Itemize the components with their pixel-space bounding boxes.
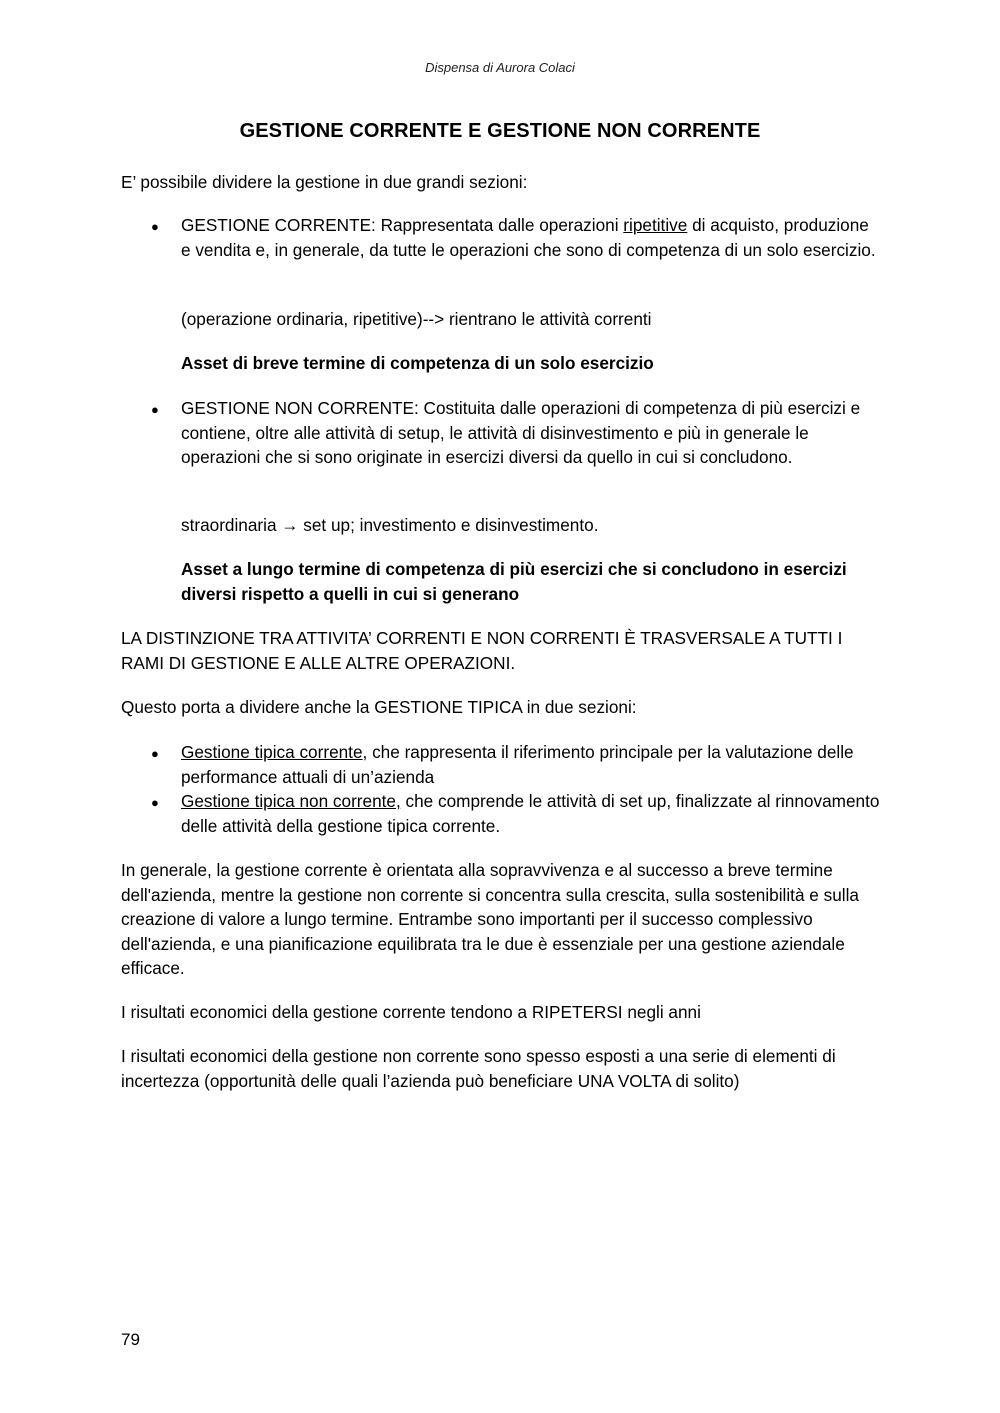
typical-intro: Questo porta a dividere anche la GESTIONE TIPICA in due sezioni: xyxy=(121,697,637,717)
bullet-text: di acquisto, produzione e vendita e, in generale, da tutte le operazioni che sono di competenza di un solo esercizio. xyxy=(181,215,876,260)
general-paragraph: In generale, la gestione corrente è orientata alla sopravvivenza e al successo a breve termine dell'azienda, mentre la gestione non corrente si concentra sulla crescita, sulla sostenibilità e sulla creazione di valore a lungo termine. Entrambe sono importanti per il successo complessivo dell'azienda, e una pianificazione equilibrata tra le due è essenziale per una gestione aziendale efficace. xyxy=(121,860,859,978)
bullet-gestione-corrente xyxy=(181,213,881,262)
distinction-paragraph: LA DISTINZIONE TRA ATTIVITA’ CORRENTI E NON CORRENTI È TRASVERSALE A TUTTI I RAMI DI GESTIONE E ALLE ALTRE OPERAZIONI. xyxy=(121,628,843,673)
result-paragraph-1: I risultati economici della gestione corrente tendono a RIPETERSI negli anni xyxy=(121,1002,701,1022)
note-paragraph: straordinaria → set up; investimento e disinvestimento. xyxy=(181,515,599,535)
bullet-gestione-non-corrente: GESTIONE NON CORRENTE: Costituita dalle operazioni di competenza di più esercizi e contiene, oltre alle attività di setup, le attività di disinvestimento e più in generale le operazioni che si sono originate in esercizi diversi da quello in cui si concludono. xyxy=(181,398,861,467)
bullet-marker: ● xyxy=(151,219,159,234)
intro-paragraph: E’ possibile dividere la gestione in due grandi sezioni: xyxy=(121,172,528,192)
list-item-text: , che rappresenta il riferimento principale per la valutazione delle performance attuali di un’azienda xyxy=(181,742,854,787)
page-header: Dispensa di Aurora Colaci xyxy=(425,60,575,75)
page-number: 79 xyxy=(121,1330,140,1349)
page-title: GESTIONE CORRENTE E GESTIONE NON CORRENTE xyxy=(239,120,761,142)
bullet-marker: ● xyxy=(151,746,159,761)
bullet-marker: ● xyxy=(151,402,159,417)
note-paragraph: (operazione ordinaria, ripetitive)--> rientrano le attività correnti xyxy=(181,309,652,329)
bullet-text: GESTIONE CORRENTE: Rappresentata dalle operazioni xyxy=(181,215,624,235)
bullet-marker: ● xyxy=(151,795,159,810)
underlined-term: Gestione tipica non corrente, xyxy=(181,791,401,811)
underlined-term: ripetitive xyxy=(623,215,688,235)
list-item-text: che comprende le attività di set up, finalizzate al rinnovamento delle attività della gestione tipica corrente. xyxy=(181,791,880,836)
list-item xyxy=(181,740,881,789)
list-item xyxy=(181,789,881,838)
underlined-term: Gestione tipica corrente xyxy=(181,742,363,762)
result-paragraph-2: I risultati economici della gestione non corrente sono spesso esposti a una serie di elementi di incertezza (opportunità delle quali l’azienda può beneficiare UNA VOLTA di solito) xyxy=(121,1046,836,1091)
bold-note: Asset di breve termine di competenza di un solo esercizio xyxy=(181,353,654,373)
bold-note: Asset a lungo termine di competenza di più esercizi che si concludono in esercizi diversi rispetto a quelli in cui si generano xyxy=(181,559,847,604)
